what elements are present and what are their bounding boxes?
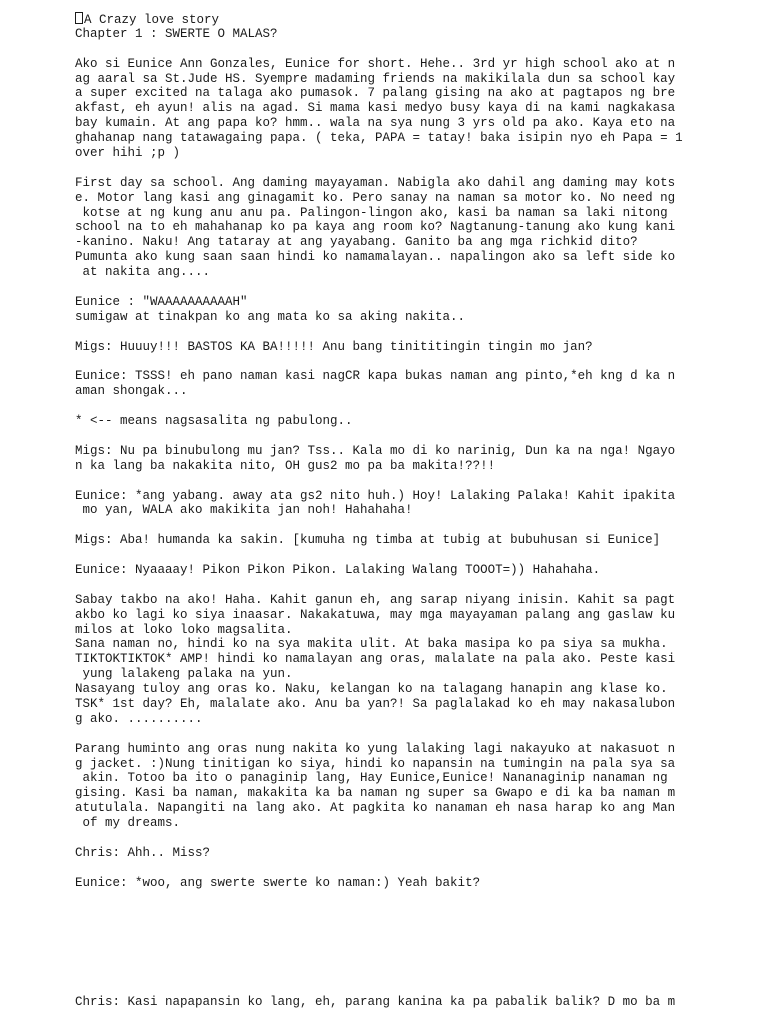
paragraph — [75, 489, 755, 519]
text-line: school na to eh mahahanap ko pa kaya ang room ko? Nagtanung-tanung ako kung kani — [75, 220, 676, 235]
text-line: Eunice : "WAAAAAAAAAAH" — [75, 294, 248, 309]
paragraph — [75, 340, 755, 355]
paragraph — [75, 876, 755, 891]
text-line: at nakita ang.... — [75, 265, 211, 280]
text-line: a super excited na talaga ako pumasok. 7 palang gising na ako at pagtapos ng bre — [75, 86, 676, 101]
text-line: akbo ko lagi ko siya inaasar. Nakakatuwa, may mga mayayaman palang ang gaslaw ku — [75, 607, 676, 622]
paragraph — [75, 369, 755, 399]
text-line: TIKTOKTIKTOK* AMP! hindi ko namalayan ang oras, malalate na pala ako. Peste kasi — [75, 652, 676, 667]
text-line: e. Motor lang kasi ang ginagamit ko. Pero sanay na naman sa motor ko. No need ng — [75, 190, 676, 205]
text-line: gising. Kasi ba naman, makakita ka ba naman ng super sa Gwapo e di ka ba naman m — [75, 786, 676, 801]
text-line: Eunice: *ang yabang. away ata gs2 nito huh.) Hoy! Lalaking Palaka! Kahit ipakita — [75, 488, 676, 503]
text-line: ag aaral sa St.Jude HS. Syempre madaming friends na makikilala dun sa school kay — [75, 71, 676, 86]
text-line: Eunice: TSSS! eh pano naman kasi nagCR kapa bukas naman ang pinto,*eh kng d ka n — [75, 369, 676, 384]
paragraph — [75, 593, 755, 727]
text-line: Migs: Nu pa binubulong mu jan? Tss.. Kala mo di ko narinig, Dun ka na nga! Ngayo — [75, 443, 676, 458]
story-title: A Crazy love story — [84, 13, 220, 27]
text-line: Pumunta ako kung saan saan hindi ko namamalayan.. napalingon ako sa left side ko — [75, 250, 676, 265]
text-line: akin. Totoo ba ito o panaginip lang, Hay Eunice,Eunice! Nananaginip nanaman ng — [75, 771, 668, 786]
text-line: Migs: Huuuy!!! BASTOS KA BA!!!!! Anu bang tinititingin tingin mo jan? — [75, 339, 593, 354]
story-title-line — [75, 12, 755, 27]
last-line: Chris: Kasi napapansin ko lang, eh, parang kanina ka pa pabalik balik? D mo ba m — [75, 994, 676, 1009]
text-line: TSK* 1st day? Eh, malalate ako. Anu ba yan?! Sa paglalakad ko eh may nakasalubon — [75, 696, 676, 711]
paragraph — [75, 563, 755, 578]
paragraph — [75, 533, 755, 548]
story-paragraphs — [75, 57, 755, 891]
text-line: ghahanap nang tatawagaing papa. ( teka, PAPA = tatay! baka isipin nyo eh Papa = 1 — [75, 131, 683, 146]
text-line: akfast, eh ayun! alis na agad. Si mama kasi medyo busy kaya di na kami nagkakasa — [75, 101, 676, 116]
text-line: kotse at ng kung anu anu pa. Palingon-lingon ako, kasi ba naman sa laki nitong — [75, 205, 668, 220]
text-line: g ako. .......... — [75, 711, 203, 726]
text-line: bay kumain. At ang papa ko? hmm.. wala na sya nung 3 yrs old pa ako. Kaya eto na — [75, 116, 676, 131]
text-line: g jacket. :)Nung tinitigan ko siya, hindi ko napansin na tumingin na pala sya sa — [75, 756, 676, 771]
text-line: yung lalakeng palaka na yun. — [75, 667, 293, 682]
paragraph — [75, 846, 755, 861]
text-line: sumigaw at tinakpan ko ang mata ko sa aking nakita.. — [75, 309, 466, 324]
text-line: Parang huminto ang oras nung nakita ko yung lalaking lagi nakayuko at nakasuot n — [75, 741, 676, 756]
text-line: Sabay takbo na ako! Haha. Kahit ganun eh, ang sarap niyang inisin. Kahit sa pagt — [75, 592, 676, 607]
text-line: mo yan, WALA ako makikita jan noh! Hahahaha! — [75, 503, 413, 518]
text-line: -kanino. Naku! Ang tataray at ang yayabang. Ganito ba ang mga richkid dito? — [75, 235, 638, 250]
paragraph — [75, 295, 755, 325]
missing-glyph-icon — [75, 12, 83, 24]
text-line: Ako si Eunice Ann Gonzales, Eunice for short. Hehe.. 3rd yr high school ako at n — [75, 56, 676, 71]
paragraph — [75, 444, 755, 474]
paragraph — [75, 57, 755, 161]
text-line: milos at loko loko magsalita. — [75, 622, 293, 637]
text-line: over hihi ;p ) — [75, 146, 181, 161]
text-line: * <-- means nagsasalita ng pabulong.. — [75, 414, 353, 429]
text-line: n ka lang ba nakakita nito, OH gus2 mo pa ba makita!??!! — [75, 458, 496, 473]
document-body — [75, 12, 755, 1009]
text-line: Eunice: Nyaaaay! Pikon Pikon Pikon. Lalaking Walang TOOOT=)) Hahahaha. — [75, 562, 601, 577]
text-line: Sana naman no, hindi ko na sya makita ulit. At baka masipa ko pa siya sa mukha. — [75, 637, 668, 652]
paragraph — [75, 742, 755, 831]
chapter-heading: Chapter 1 : SWERTE O MALAS? — [75, 26, 278, 41]
text-line: Migs: Aba! humanda ka sakin. [kumuha ng timba at tubig at bubuhusan si Eunice] — [75, 533, 661, 548]
paragraph — [75, 176, 755, 280]
text-line: of my dreams. — [75, 816, 181, 831]
text-line: Eunice: *woo, ang swerte swerte ko naman:) Yeah bakit? — [75, 875, 481, 890]
text-line: Chris: Ahh.. Miss? — [75, 845, 211, 860]
text-line: First day sa school. Ang daming mayayaman. Nabigla ako dahil ang daming may kots — [75, 175, 676, 190]
text-line: Nasayang tuloy ang oras ko. Naku, kelangan ko na talagang hanapin ang klase ko. — [75, 682, 668, 697]
text-line: aman shongak... — [75, 384, 188, 399]
paragraph — [75, 414, 755, 429]
text-line: atutulala. Napangiti na lang ako. At pagkita ko nanaman eh nasa harap ko ang Man — [75, 801, 676, 816]
